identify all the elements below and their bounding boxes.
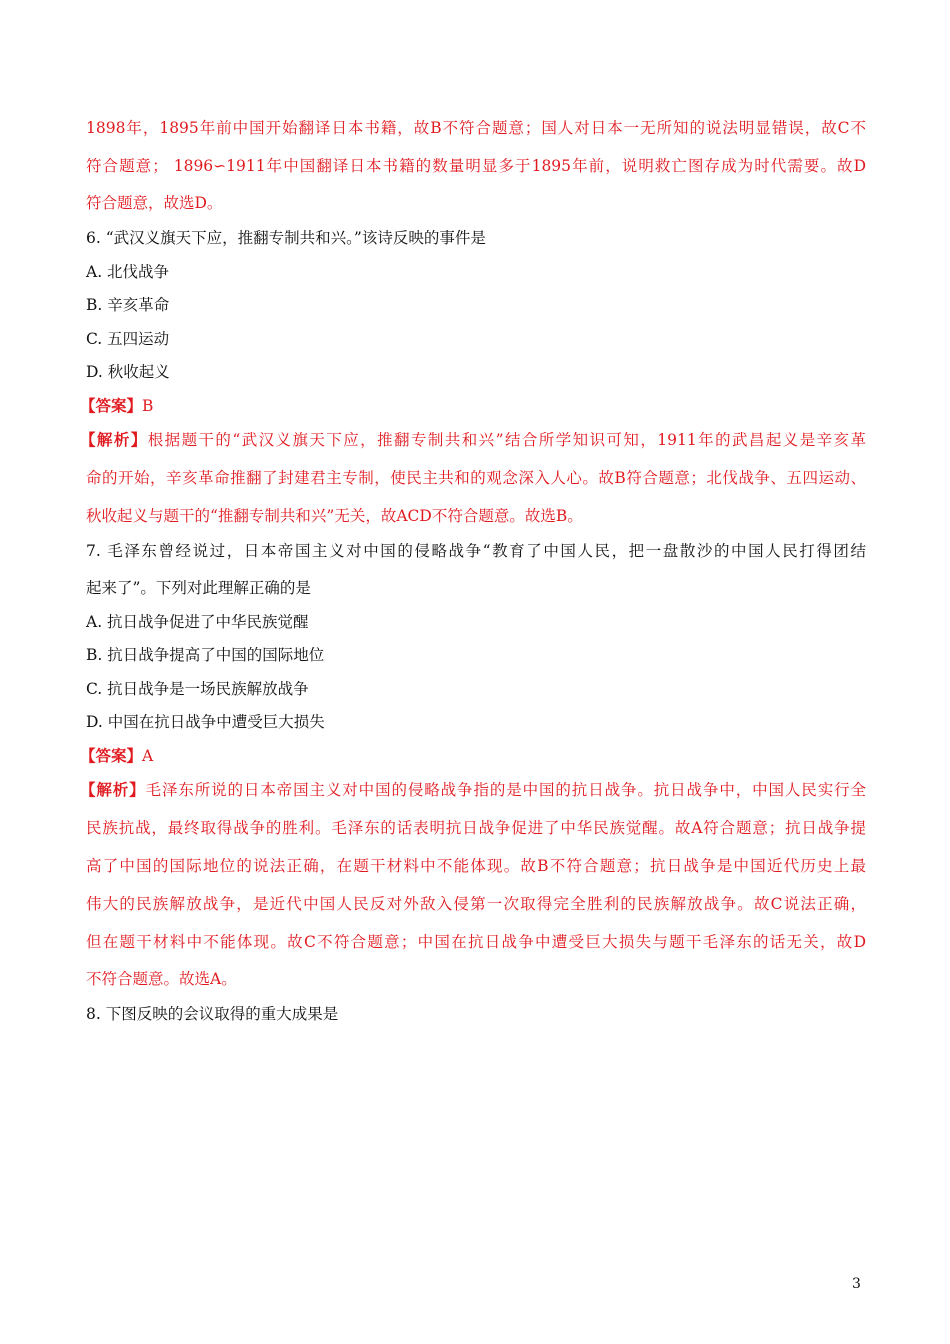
answer-value: A: [142, 747, 154, 765]
q6-option-c: C. 五四运动: [86, 330, 170, 348]
q5-analysis-line: 符合题意； 1896∽1911年中国翻译日本书籍的数量明显多于1895年前，说明救亡图存成为时代需要。故D: [86, 157, 866, 175]
q7-analysis-line: 伟大的民族解放战争，是近代中国人民反对外敌入侵第一次取得完全胜利的民族解放战争。故C说法正确，: [86, 895, 866, 913]
analysis-tag: 【解析】: [80, 430, 148, 449]
q7-analysis-line: 但在题干材料中不能体现。故C不符合题意；中国在抗日战争中遭受巨大损失与题干毛泽东的话无关，故D: [86, 933, 866, 951]
q7-analysis-line: 不符合题意。故选A。: [86, 970, 237, 988]
q6-stem: 6. “武汉义旗天下应，推翻专制共和兴。”该诗反映的事件是: [86, 229, 486, 247]
q6-option-a: A. 北伐战争: [86, 263, 170, 281]
q6-analysis-line: 秋收起义与题干的“推翻专制共和兴”无关，故ACD不符合题意。故选B。: [86, 507, 583, 525]
analysis-tag: 【解析】: [80, 780, 146, 799]
page-number: 3: [852, 1276, 861, 1292]
answer-value: B: [142, 397, 154, 415]
q7-option-b: B. 抗日战争提高了中国的国际地位: [86, 646, 325, 664]
q7-option-d: D. 中国在抗日战争中遭受巨大损失: [86, 713, 325, 731]
q7-option-a: A. 抗日战争促进了中华民族觉醒: [86, 613, 309, 631]
q6-option-d: D. 秋收起义: [86, 363, 170, 381]
analysis-text: 根据题干的“武汉义旗天下应，推翻专制共和兴”结合所学知识可知，1911年的武昌起义是辛亥革: [147, 431, 866, 449]
q7-stem-line: 起来了”。下列对此理解正确的是: [86, 579, 311, 597]
q6-option-b: B. 辛亥革命: [86, 296, 170, 314]
analysis-text: 毛泽东所说的日本帝国主义对中国的侵略战争指的是中国的抗日战争。抗日战争中，中国人民实行全: [145, 781, 866, 799]
q6-analysis-line: [80, 429, 866, 451]
q7-stem-line: 7. 毛泽东曾经说过，日本帝国主义对中国的侵略战争“教育了中国人民，把一盘散沙的中国人民打得团结: [86, 542, 866, 560]
q7-option-c: C. 抗日战争是一场民族解放战争: [86, 680, 309, 698]
q6-analysis-line: 命的开始，辛亥革命推翻了封建君主专制，使民主共和的观念深入人心。故B符合题意；北伐战争、五四运动、: [86, 469, 866, 487]
answer-tag: 【答案】: [80, 396, 143, 415]
q7-analysis-line: [80, 779, 866, 801]
q8-stem: 8. 下图反映的会议取得的重大成果是: [86, 1005, 339, 1023]
q5-analysis-line: 符合题意，故选D。: [86, 194, 223, 212]
q7-analysis-line: 高了中国的国际地位的说法正确，在题干材料中不能体现。故B不符合题意；抗日战争是中国近代历史上最: [86, 857, 866, 875]
q7-analysis-line: 民族抗战，最终取得战争的胜利。毛泽东的话表明抗日战争促进了中华民族觉醒。故A符合题意；抗日战争提: [86, 819, 866, 837]
q6-answer: [80, 395, 860, 417]
q5-analysis-line: 1898年，1895年前中国开始翻译日本书籍，故B不符合题意；国人对日本一无所知的说法明显错误，故C不: [86, 119, 866, 137]
answer-tag: 【答案】: [80, 746, 143, 765]
q7-answer: [80, 745, 860, 767]
